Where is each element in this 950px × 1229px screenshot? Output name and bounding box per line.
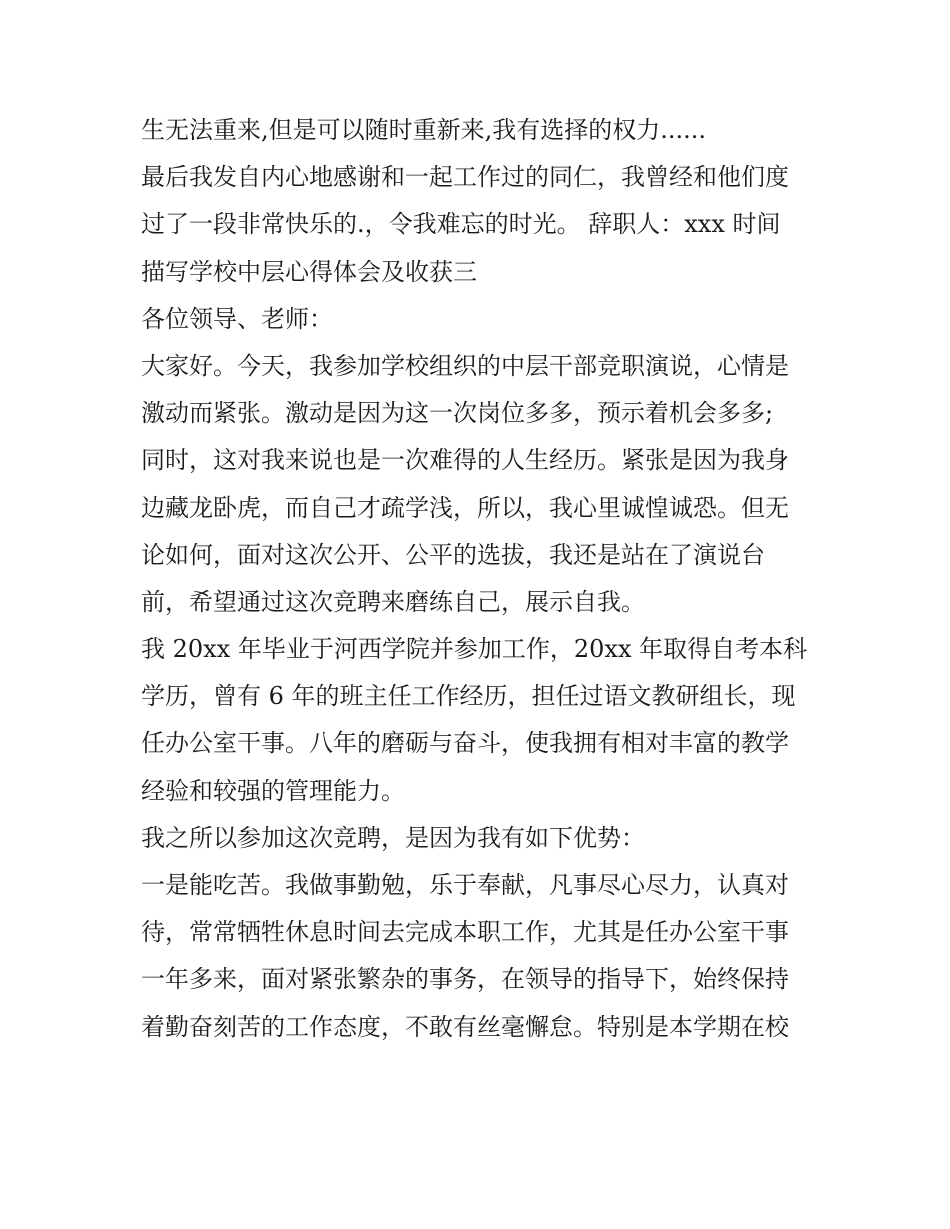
text-line: 最后我发自内心地感谢和一起工作过的同仁，我曾经和他们度	[141, 163, 789, 192]
text-line: 同时，这对我来说也是一次难得的人生经历。紧张是因为我身	[141, 446, 789, 475]
text-line: 大家好。今天，我参加学校组织的中层干部竞职演说，心情是	[141, 351, 789, 380]
text-line: 边藏龙卧虎，而自己才疏学浅，所以，我心里诚惶诚恐。但无	[141, 493, 789, 522]
text-line: 一年多来，面对紧张繁杂的事务，在领导的指导下，始终保持	[141, 965, 789, 994]
text-line: 激动而紧张。激动是因为这一次岗位多多，预示着机会多多;	[141, 399, 774, 428]
text-line: 任办公室干事。八年的磨砺与奋斗，使我拥有相对丰富的教学	[141, 729, 789, 758]
text-line: 经验和较强的管理能力。	[141, 776, 405, 805]
text-line: 待，常常牺牲休息时间去完成本职工作，尤其是任办公室干事	[141, 918, 789, 947]
text-line: 一是能吃苦。我做事勤勉，乐于奉献，凡事尽心尽力，认真对	[141, 871, 789, 899]
text-line: 我 20xx 年毕业于河西学院并参加工作，20xx 年取得自考本科	[141, 635, 808, 664]
text-line: 前，希望通过这次竞聘来磨练自己，展示自我。	[141, 587, 645, 616]
section-heading: 描写学校中层心得体会及收获三	[141, 257, 477, 286]
text-line: 我之所以参加这次竞聘，是因为我有如下优势：	[141, 823, 645, 852]
text-line: 着勤奋刻苦的工作态度，不敢有丝毫懈怠。特别是本学期在校	[141, 1012, 789, 1041]
salutation: 各位领导、老师：	[141, 304, 333, 333]
text-line: 生无法重来,但是可以随时重新来,我有选择的权力......	[141, 116, 707, 144]
text-line: 学历，曾有 6 年的班主任工作经历，担任过语文教研组长，现	[141, 682, 796, 711]
text-line: 过了一段非常快乐的.，令我难忘的时光。 辞职人：xxx 时间	[141, 210, 781, 239]
document-body	[141, 107, 821, 1051]
text-line: 论如何，面对这次公开、公平的选拔，我还是站在了演说台	[141, 540, 765, 569]
